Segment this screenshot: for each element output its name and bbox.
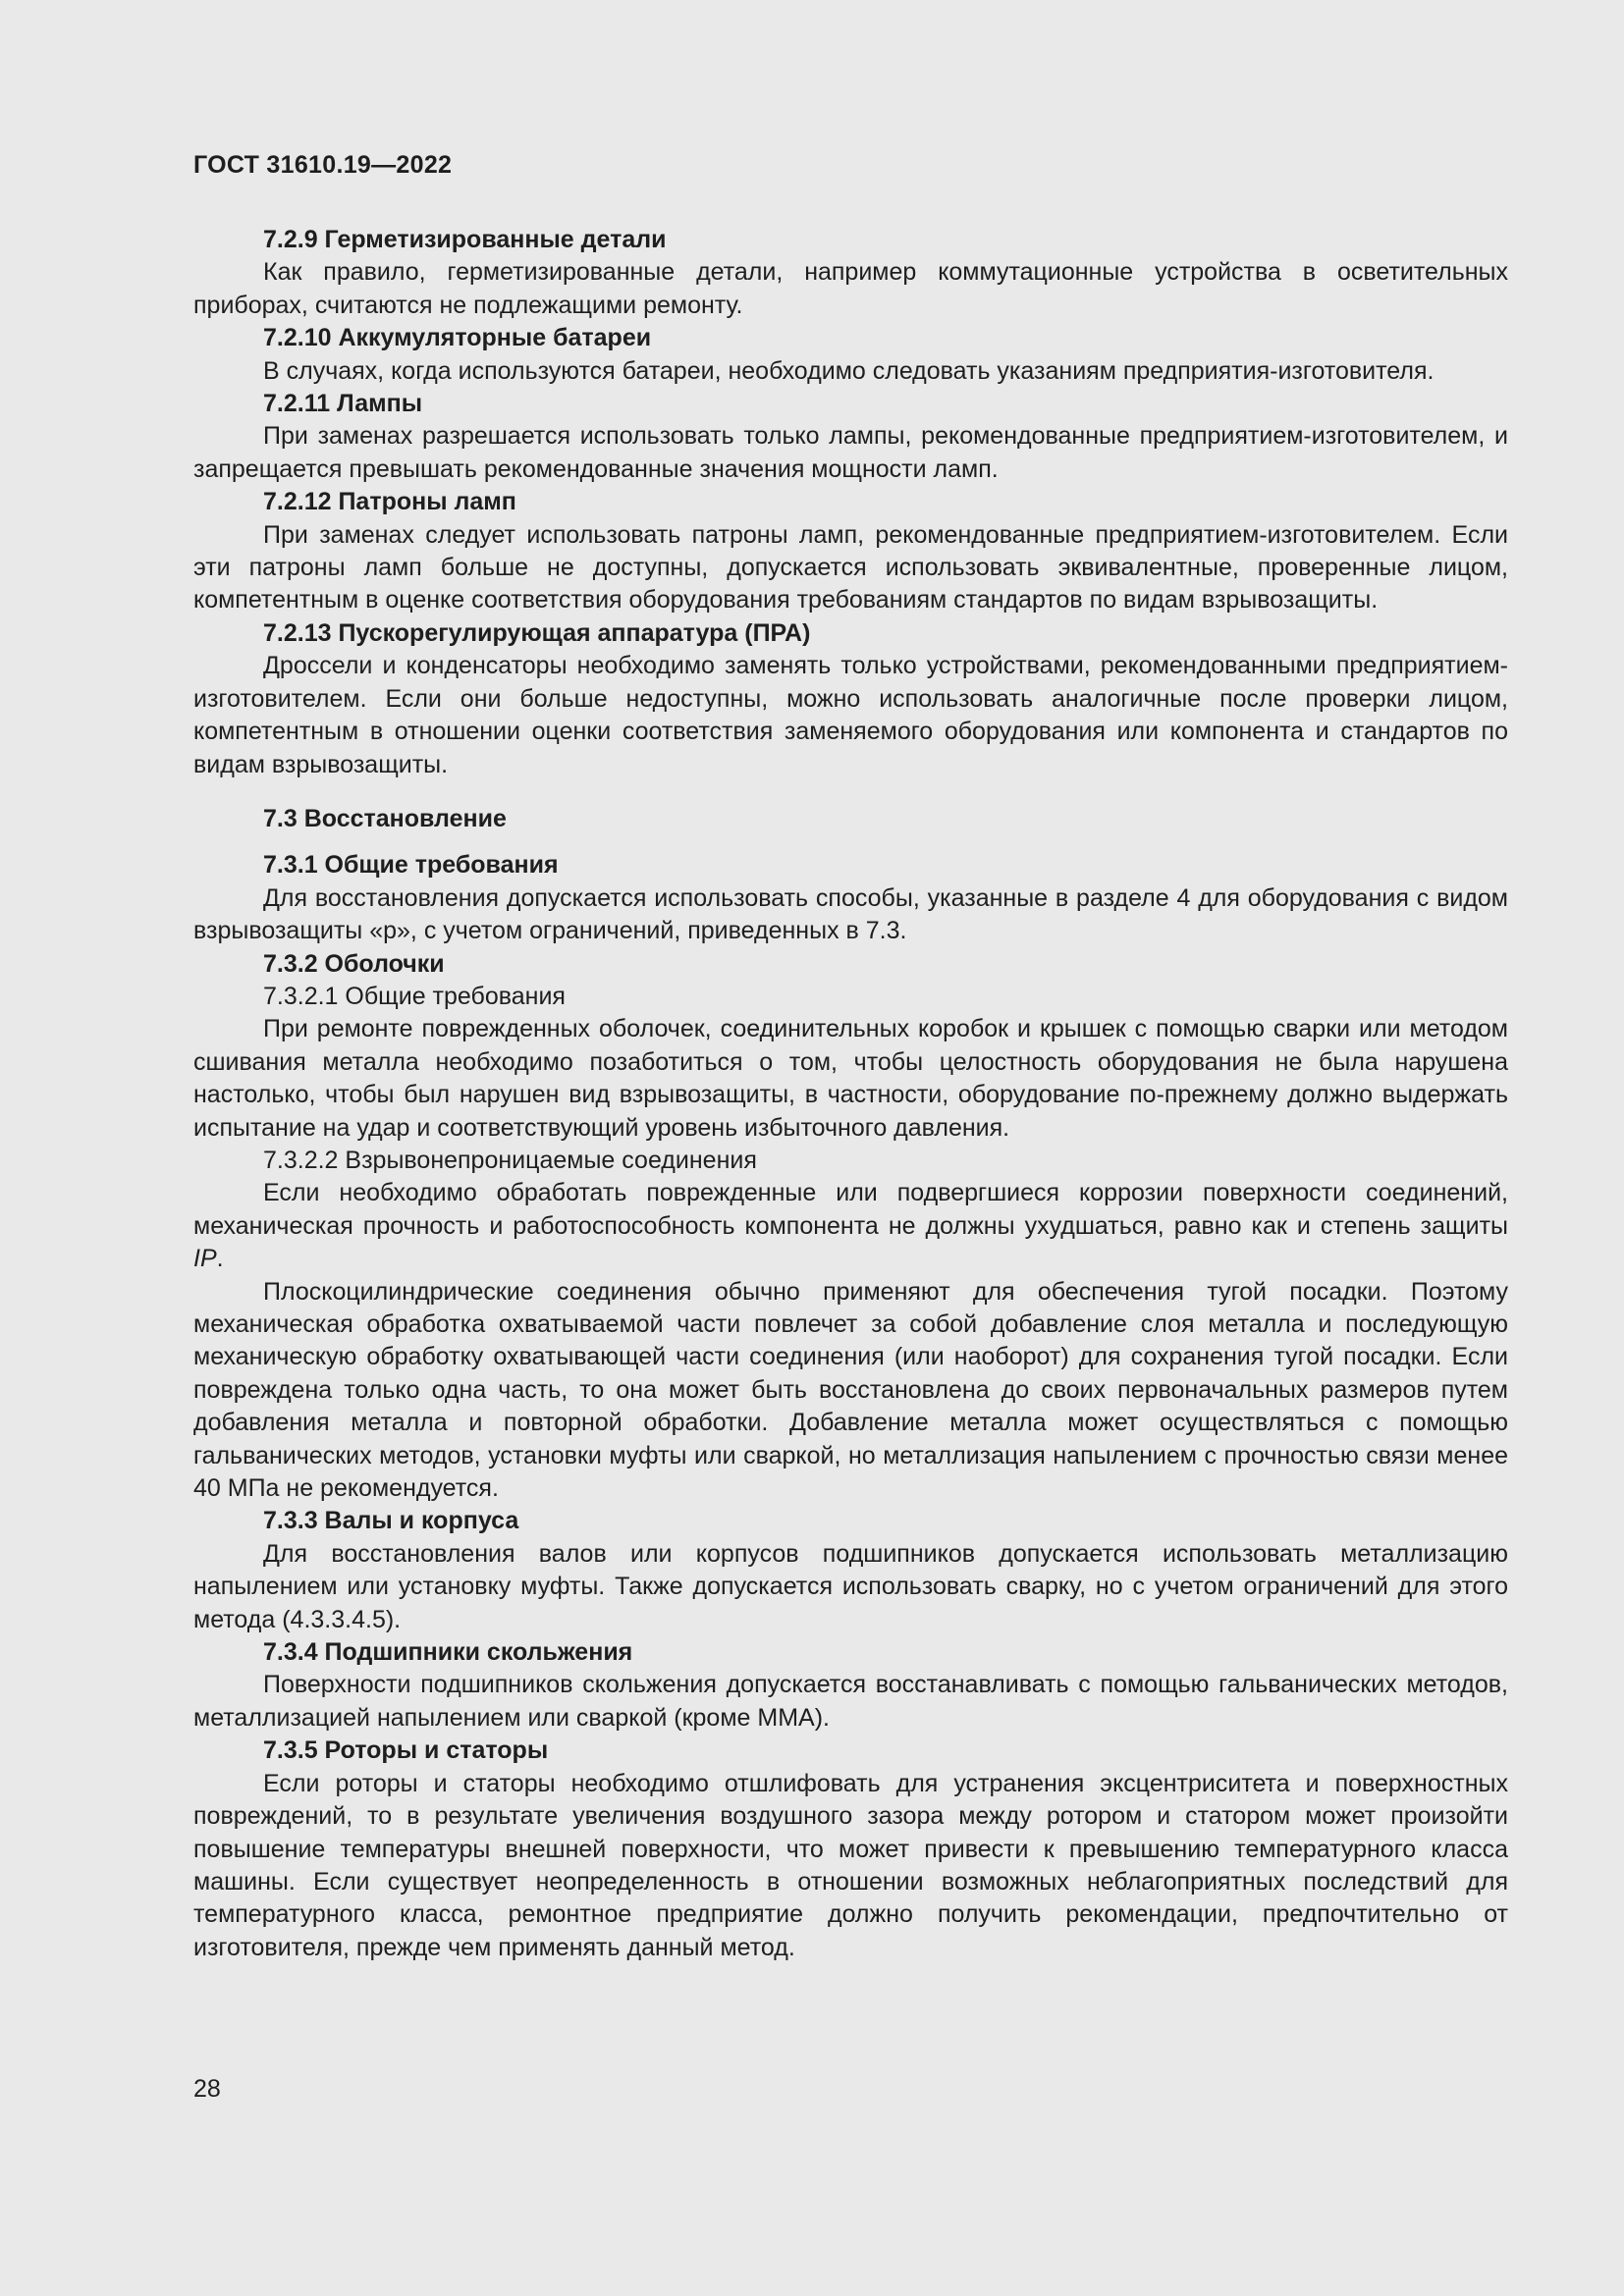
section-paragraph: Поверхности подшипников скольжения допускается восстанавливать с помощью гальванических методов, металлизацией напылением или сваркой (кроме ММА). xyxy=(193,1671,1508,1732)
term-suffix: . xyxy=(216,1245,224,1273)
section-paragraph: Как правило, герметизированные детали, например коммутационные устройства в осветительных приборах, считаются не подлежащими ремонту. xyxy=(193,258,1508,319)
section-paragraph: При заменах следует использовать патроны ламп, рекомендованные предприятием-изготовителем. Если эти патроны ламп больше не доступны, допускается использовать эквивалентные, проверенные лицом, компетентным в оценке соответствия оборудования требованиям стандартов по видам взрывозащиты. xyxy=(193,520,1508,614)
section-heading-7-2-9: 7.2.9 Герметизированные детали xyxy=(263,226,667,253)
document-body xyxy=(193,224,1508,1964)
section-heading-7-2-11: 7.2.11 Лампы xyxy=(263,390,423,418)
section-paragraph: Для восстановления валов или корпусов подшипников допускается использовать металлизацию напылением или установку муфты. Также допускается использовать сварку, но с учетом ограничений для этого метода (4.3.3.4.5). xyxy=(193,1539,1508,1633)
section-heading-7-3-2: 7.3.2 Оболочки xyxy=(263,949,445,978)
section-heading-7-2-13: 7.2.13 Пускорегулирующая аппаратура (ПРА) xyxy=(263,618,811,647)
section-heading-7-3-3: 7.3.3 Валы и корпуса xyxy=(263,1507,519,1535)
section-paragraph: При заменах разрешается использовать только лампы, рекомендованные предприятием-изготовителем, и запрещается превышать рекомендованные значения мощности ламп. xyxy=(193,422,1508,483)
section-paragraph: Если роторы и статоры необходимо отшлифовать для устранения эксцентриситета и поверхностных повреждений, то в результате увеличения воздушного зазора между ротором и статором может произойти повышение температуры внешней поверхности, что может привести к превышению температурного класса машины. Если существует неопределенность в отношении возможных неблагоприятных последствий для температурного класса, ремонтное предприятие должно получить рекомендации, предпочтительно от изготовителя, прежде чем применять данный метод. xyxy=(193,1769,1508,1961)
section-heading-7-2-10: 7.2.10 Аккумуляторные батареи xyxy=(263,324,652,352)
section-paragraph: При ремонте поврежденных оболочек, соединительных коробок и крышек с помощью сварки или методом сшивания металла необходимо позаботиться о том, чтобы целостность оборудования не была нарушена настолько, чтобы был нарушен вид взрывозащиты, в частности, оборудование по-прежнему должно выдержать испытание на удар и соответствующий уровень избыточного давления. xyxy=(193,1015,1508,1142)
section-paragraph xyxy=(193,1177,1508,1275)
subsection-heading-7-3-2-2: 7.3.2.2 Взрывонепроницаемые соединения xyxy=(263,1146,757,1174)
section-heading-7-2-12: 7.2.12 Патроны ламп xyxy=(263,488,516,516)
section-heading-7-3-4: 7.3.4 Подшипники скольжения xyxy=(263,1638,633,1667)
section-paragraph: В случаях, когда используются батареи, необходимо следовать указаниям предприятия-изготовителя. xyxy=(263,356,1435,385)
section-paragraph: Плоскоцилиндрические соединения обычно применяют для обеспечения тугой посадки. Поэтому механическая обработка охватываемой части повлечет за собой добавление слоя металла и последующую механическую обработку охватывающей части соединения (или наоборот) для сохранения тугой посадки. Если повреждена только одна часть, то она может быть восстановлена до своих первоначальных размеров путем добавления металла и повторной обработки. Добавление металла может осуществляться с помощью гальванических методов, установки муфты или сваркой, но металлизация напылением с прочностью связи менее 40 МПа не рекомендуется. xyxy=(193,1277,1508,1503)
section-heading-7-3-1: 7.3.1 Общие требования xyxy=(263,851,559,880)
section-heading-7-3: 7.3 Восстановление xyxy=(263,804,507,832)
document-standard-title: ГОСТ 31610.19—2022 xyxy=(193,151,453,179)
section-paragraph: Для восстановления допускается использовать способы, указанные в разделе 4 для оборудования с видом взрывозащиты «р», с учетом ограничений, приведенных в 7.3. xyxy=(193,883,1508,945)
paragraph-text: Если необходимо обработать поврежденные или подвергшиеся коррозии поверхности соединений, механическая прочность и работоспособность компонента не должны ухудшаться, равно как и степень защиты xyxy=(193,1179,1508,1240)
ip-term: IP xyxy=(193,1245,217,1273)
section-paragraph: Дроссели и конденсаторы необходимо заменять только устройствами, рекомендованными предприятием-изготовителем. Если они больше недоступны, можно использовать аналогичные после проверки лицом, компетентным в отношении оценки соответствия заменяемого оборудования или компонента и стандартов по видам взрывозащиты. xyxy=(193,652,1508,778)
section-heading-7-3-5: 7.3.5 Роторы и статоры xyxy=(263,1736,549,1765)
subsection-heading-7-3-2-1: 7.3.2.1 Общие требования xyxy=(263,982,566,1010)
page-number: 28 xyxy=(193,2075,221,2103)
